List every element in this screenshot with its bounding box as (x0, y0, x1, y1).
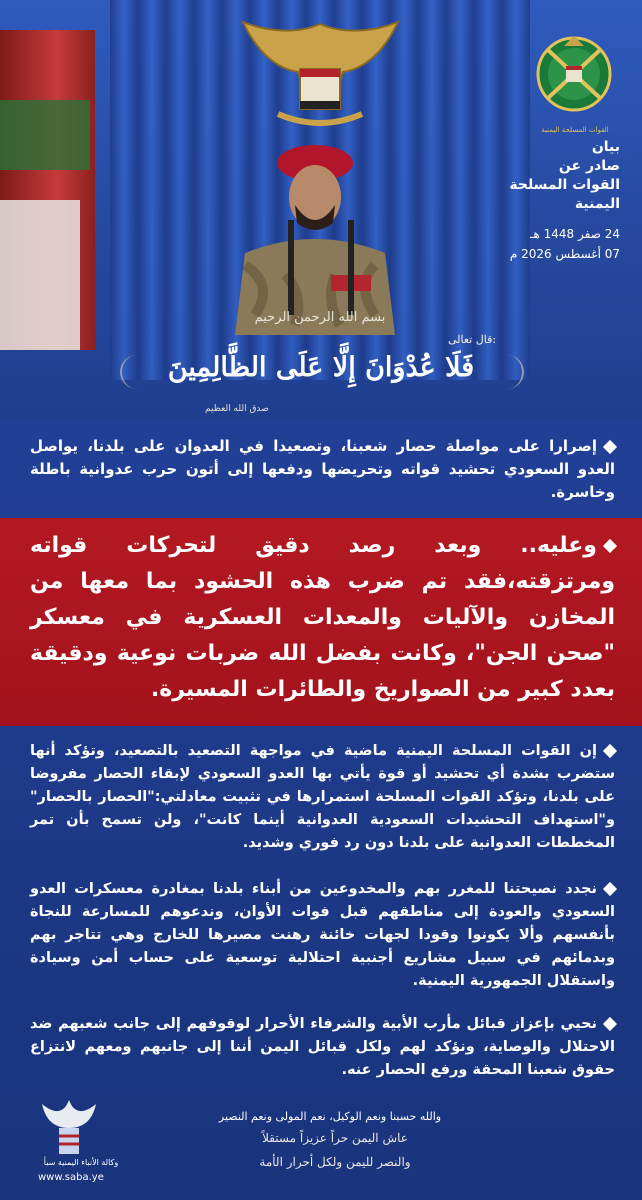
slogan-line-2: والنصر لليمن ولكل أحرار الأمة (259, 1155, 411, 1169)
paragraph-1 (30, 435, 615, 504)
statement-title-line: صادر عن (558, 158, 620, 174)
flag-green (0, 100, 90, 170)
paragraph-2 (30, 528, 615, 708)
header-photo (0, 0, 642, 420)
verse-intro: قال تعالى: (448, 333, 497, 346)
emblem-caption: القوات المسلحة اليمنية (541, 126, 609, 134)
armed-forces-emblem-icon (528, 28, 620, 128)
agency-name: وكالة الأنباء اليمنية سبأ (43, 1158, 119, 1167)
eagle-emblem-icon (238, 14, 403, 134)
statement-title (480, 138, 620, 214)
diamond-bullet-icon (603, 539, 617, 553)
paragraph-text: إصرارا على مواصلة حصار شعبنا، وتصعيدا في العدوان على بلدنا، يواصل العدو السعودي تحشيد قواته وتحريضها ودفعها إلى أتون حرب عدوانية باطلة وخاسرة. (30, 437, 615, 501)
basmala-text: بسم الله الرحمن الرحيم (254, 310, 386, 325)
speaker-figure (215, 135, 415, 335)
paragraph-3 (30, 740, 615, 855)
diamond-bullet-icon (603, 744, 617, 758)
closing-text: والله حسبنا ونعم الوكيل، نعم المولى ونعم النصير (218, 1110, 442, 1123)
saba-agency-logo-icon (34, 1092, 104, 1162)
paragraph-4 (30, 878, 615, 993)
statement-date (460, 224, 620, 264)
paragraph-text: إن القوات المسلحة اليمنية ماضية في مواجهة التصعيد بالتصعيد، وتؤكد أنها ستضرب بشدة أي تحشيد أو قوة يأتي بها العدو السعودي لإبقاء الحصار مفروضا على بلدنا، وتؤكد القوات المسلحة استمرارها في تثبيت معادلتي:"الحصار بالحصار" و"استهداف التحشيدات السعودية العدوانية أينما كانت"، ولن تسمح بأن تمر المخططات العدوانية على بلدنا دون رد فوري وشديد. (30, 743, 615, 851)
date-hijri: 24 صفر 1448 هـ (529, 227, 620, 241)
microphone (348, 220, 354, 315)
diamond-bullet-icon (603, 882, 617, 896)
diamond-bullet-icon (603, 439, 617, 453)
verse-source: صدق الله العظيم (205, 404, 269, 414)
diamond-bullet-icon (603, 1017, 617, 1031)
agency-url[interactable]: www.saba.ye (38, 1172, 104, 1183)
statement-title-line: القوات المسلحة (509, 177, 620, 193)
quran-verse: فَلَا عُدْوَانَ إِلَّا عَلَى الظَّالِمِينَ (167, 352, 475, 383)
statement-title-line: اليمنية (574, 196, 620, 212)
microphone (288, 220, 294, 315)
paragraph-text: نجدد نصيحتنا للمغرر بهم والمخدوعين من أبناء بلدنا بمغادرة معسكرات العدو السعودي والعودة إلى مناطقهم قبل فوات الأوان، وندعوهم للمسارعة للنجاة بأنفسهم وألا يكونوا وقودا لجهات خائنة رهنت مصيرها للخارج وهي تتاجر بهم وبدمائهم في سبيل مشاريع أجنبية احتلالية توسعية على حساب أمن وسيادة واستقلال الجمهورية اليمنية. (30, 881, 615, 989)
flag-white (0, 200, 80, 350)
slogan-line-1: عاش اليمن حراً عزيزاً مستقلاً (262, 1131, 408, 1145)
statement-title-line: بيان (591, 139, 620, 155)
date-gregorian: 07 أغسطس 2026 م (509, 247, 620, 261)
paragraph-text: وعليه.. وبعد رصد دقيق لتحركات قواته ومرتزقته،فقد تم ضرب هذه الحشود بما معها من المخازن والآليات والمعدات العسكرية في معسكر "صحن الجن"، وكانت بفضل الله ضربات نوعية ودقيقة بعدد كبير من الصواريخ والطائرات المسيرة. (30, 533, 615, 702)
paragraph-text: نحيي بإعزاز قبائل مأرب الأبية والشرفاء الأحرار لوقوفهم إلى جانب شعبهم ضد الاحتلال والوصاية، ونؤكد لهم ولكل قبائل اليمن أننا إلى جانبهم ومعهم لانتزاع حقوق شعبنا المحقة ورفع الحصار عنه. (30, 1016, 615, 1078)
paragraph-5 (30, 1013, 615, 1082)
